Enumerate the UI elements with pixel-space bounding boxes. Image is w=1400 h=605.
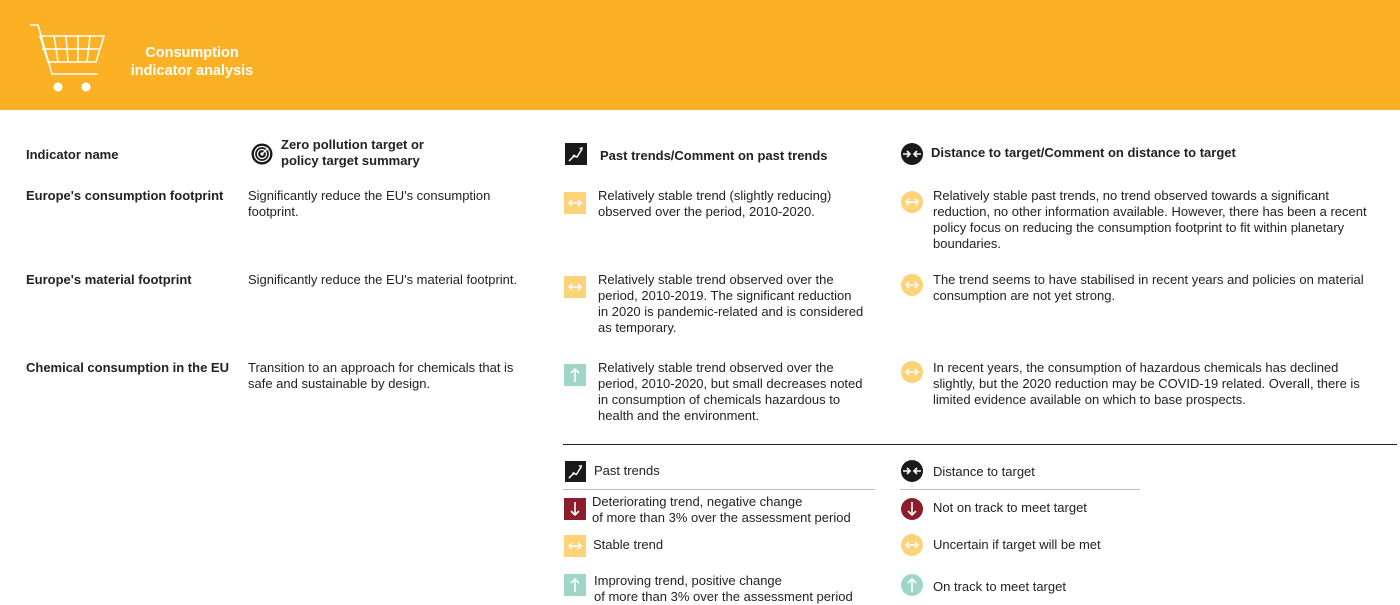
uncertain-icon [901, 534, 923, 556]
legend-distance-divider [900, 489, 1140, 490]
row-3-indicator-name: Chemical consumption in the EU [26, 360, 229, 375]
row-2-distance-line: consumption are not yet strong. [933, 288, 1116, 303]
row-3-distance-line: limited evidence available on which to base prospects. [933, 392, 1246, 407]
row-1-distance-line: boundaries. [933, 236, 1001, 251]
row-3-past-line: period, 2010-2020, but small decreases noted [598, 376, 863, 391]
legend-past-title: Past trends [594, 463, 660, 478]
title-line-1: Consumption [145, 45, 239, 61]
legend-uncertain-label: Uncertain if target will be met [933, 537, 1101, 552]
row-2-past-line: Relatively stable trend observed over the [598, 272, 834, 287]
legend-stable-label: Stable trend [593, 537, 664, 552]
legend-deteriorating-line: of more than 3% over the assessment period [592, 510, 851, 525]
distance-to-target-icon [901, 460, 923, 482]
row-1-distance-line: reduction, no other information available. However, there has been a recent [933, 204, 1367, 219]
legend-divider [563, 444, 1397, 445]
row-1-past-comment [598, 188, 831, 220]
stable-trend-icon [564, 276, 586, 298]
row-3-distance-line: In recent years, the consumption of hazardous chemicals has declined [933, 360, 1339, 375]
stable-trend-icon [564, 192, 586, 214]
row-1-target-line: footprint. [248, 204, 299, 219]
row-2-past-comment [598, 272, 863, 336]
row-2-target [248, 272, 517, 288]
row-2-target-line: Significantly reduce the EU's material footprint. [248, 272, 518, 287]
row-3-target-line: safe and sustainable by design. [248, 376, 431, 391]
row-1-target [248, 188, 490, 220]
row-3-past-comment [598, 360, 863, 424]
target-icon [251, 143, 273, 165]
deteriorating-trend-icon [564, 498, 586, 520]
legend-past-divider [563, 489, 875, 490]
title-line-2: indicator analysis [130, 63, 254, 79]
distance-to-target-icon [901, 143, 923, 165]
shopping-cart-icon [28, 22, 110, 96]
header-banner [0, 0, 1400, 110]
row-1-distance-line: Relatively stable past trends, no trend observed towards a significant [933, 188, 1329, 203]
legend-improving-label [594, 573, 853, 605]
row-2-past-line: as temporary. [598, 320, 677, 335]
legend-improving-line: Improving trend, positive change [594, 573, 782, 588]
legend-deteriorating-line: Deteriorating trend, negative change [592, 494, 803, 509]
row-2-indicator-name: Europe's material footprint [26, 272, 192, 287]
column-header-target-line2: policy target summary [281, 153, 420, 168]
row-3-past-line: in consumption of chemicals hazardous to [598, 392, 841, 407]
past-trends-icon [565, 143, 587, 165]
on-track-icon [901, 574, 923, 596]
not-on-track-icon [901, 498, 923, 520]
row-3-distance-line: slightly, but the 2020 reduction may be COVID-19 related. Overall, there is [933, 376, 1360, 391]
row-3-past-line: health and the environment. [598, 408, 760, 423]
row-3-target-line: Transition to an approach for chemicals that is [248, 360, 514, 375]
legend-on-track-label: On track to meet target [933, 579, 1066, 594]
row-1-indicator-name: Europe's consumption footprint [26, 188, 224, 203]
uncertain-icon [901, 191, 923, 213]
past-trends-icon [565, 461, 586, 482]
row-1-distance-line: policy focus on reducing the consumption footprint to fit within planetary [933, 220, 1345, 235]
row-2-past-line: period, 2010-2019. The significant reduction [598, 288, 852, 303]
legend-deteriorating-label [592, 494, 851, 526]
row-2-past-line: in 2020 is pandemic-related and is considered [598, 304, 864, 319]
column-header-distance: Distance to target/Comment on distance to target [931, 145, 1236, 160]
row-3-past-line: Relatively stable trend observed over the [598, 360, 834, 375]
uncertain-icon [901, 274, 923, 296]
column-header-indicator: Indicator name [26, 147, 119, 162]
column-header-target [281, 137, 424, 169]
legend-distance-title: Distance to target [933, 464, 1035, 479]
improving-trend-icon [564, 574, 586, 596]
column-header-past: Past trends/Comment on past trends [600, 148, 828, 163]
uncertain-icon [901, 361, 923, 383]
row-1-distance-comment [933, 188, 1367, 252]
improving-trend-icon [564, 364, 586, 386]
row-2-distance-line: The trend seems to have stabilised in recent years and policies on material [933, 272, 1364, 287]
row-1-past-line: Relatively stable trend (slightly reducing) [598, 188, 832, 203]
stable-trend-icon [564, 535, 586, 557]
page-title [122, 44, 262, 80]
legend-improving-line: of more than 3% over the assessment period [594, 589, 853, 604]
row-1-past-line: observed over the period, 2010-2020. [598, 204, 815, 219]
row-2-distance-comment [933, 272, 1364, 304]
column-header-target-line1: Zero pollution target or [281, 137, 424, 152]
legend-not-on-track-label: Not on track to meet target [933, 500, 1087, 515]
row-1-target-line: Significantly reduce the EU's consumption [248, 188, 491, 203]
row-3-distance-comment [933, 360, 1360, 408]
row-3-target [248, 360, 513, 392]
